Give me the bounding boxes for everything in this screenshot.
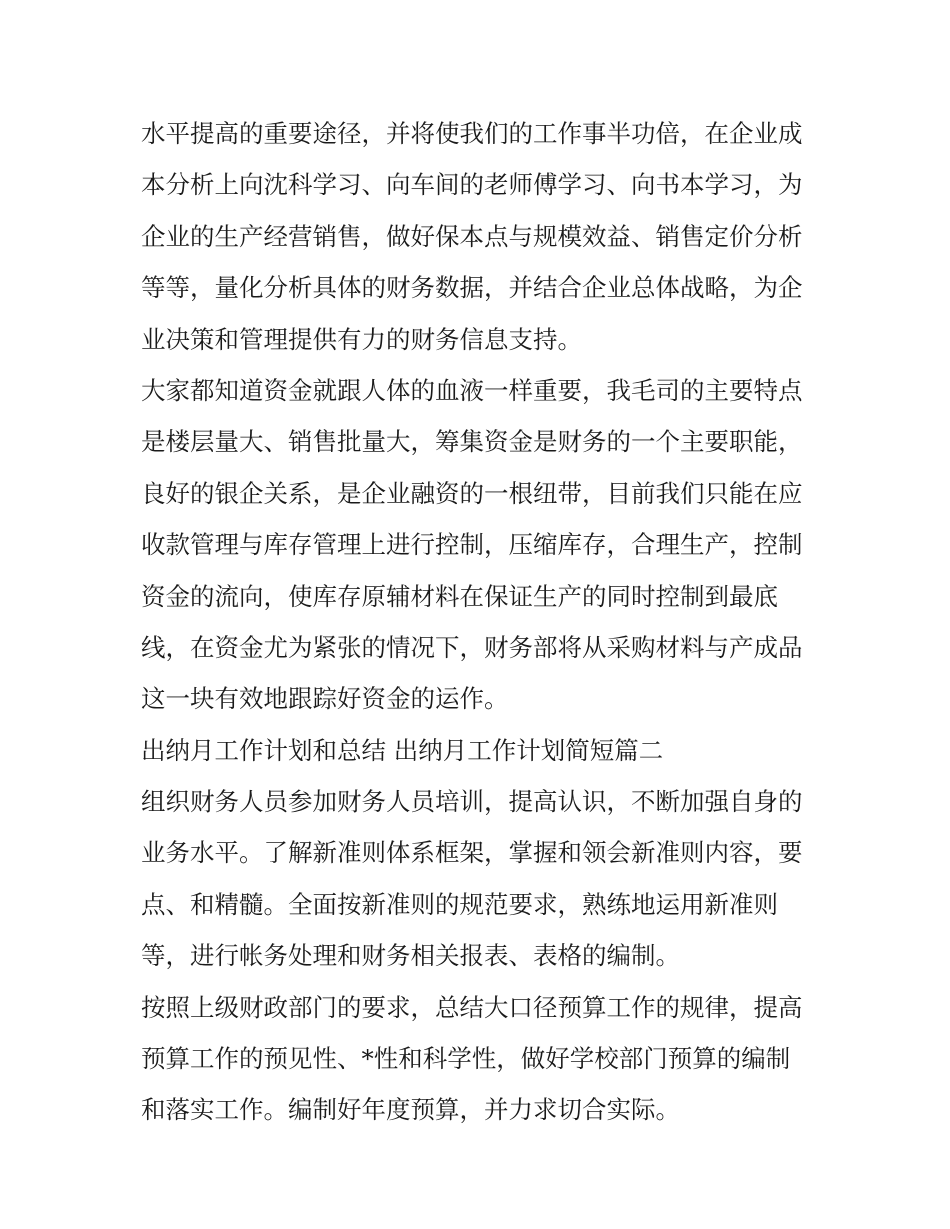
text-line: 和落实工作。编制好年度预算，并力求切合实际。 [141,1095,680,1125]
text-line: 点、和精髓。全面按新准则的规范要求，熟练地运用新准则 [141,889,778,919]
text-line: 预算工作的预见性、*性和科学性，做好学校部门预算的编制 [141,1044,791,1074]
text-line: 组织财务人员参加财务人员培训，提高认识，不断加强自身的 [141,787,803,817]
text-line: 按照上级财政部门的要求，总结大口径预算工作的规律，提高 [141,992,803,1022]
text-line: 本分析上向沈科学习、向车间的老师傅学习、向书本学习，为 [141,170,803,200]
text-line: 等，进行帐务处理和财务相关报表、表格的编制。 [141,941,680,971]
document-body [141,108,831,1136]
text-line: 企业的生产经营销售，做好保本点与规模效益、销售定价分析 [141,221,803,251]
section-heading: 出纳月工作计划和总结 出纳月工作计划简短篇二 [141,735,664,765]
text-line: 大家都知道资金就跟人体的血液一样重要，我毛司的主要特点 [141,375,803,405]
text-line: 业决策和管理提供有力的财务信息支持。 [141,324,582,354]
text-line: 业务水平。了解新准则体系框架，掌握和领会新准则内容，要 [141,838,803,868]
text-line: 水平提高的重要途径，并将使我们的工作事半功倍，在企业成 [141,119,803,148]
text-line: 线，在资金尤为紧张的情况下，财务部将从采购材料与产成品 [141,632,803,662]
text-line: 资金的流向，使库存原辅材料在保证生产的同时控制到最底 [141,581,778,611]
text-line: 良好的银企关系，是企业融资的一根纽带，目前我们只能在应 [141,478,803,508]
text-line: 这一块有效地跟踪好资金的运作。 [141,684,509,714]
text-line: 等等，量化分析具体的财务数据，并结合企业总体战略，为企 [141,273,803,303]
text-line: 是楼层量大、销售批量大，筹集资金是财务的一个主要职能， [141,427,803,457]
text-line: 收款管理与库存管理上进行控制，压缩库存，合理生产，控制 [141,530,803,560]
